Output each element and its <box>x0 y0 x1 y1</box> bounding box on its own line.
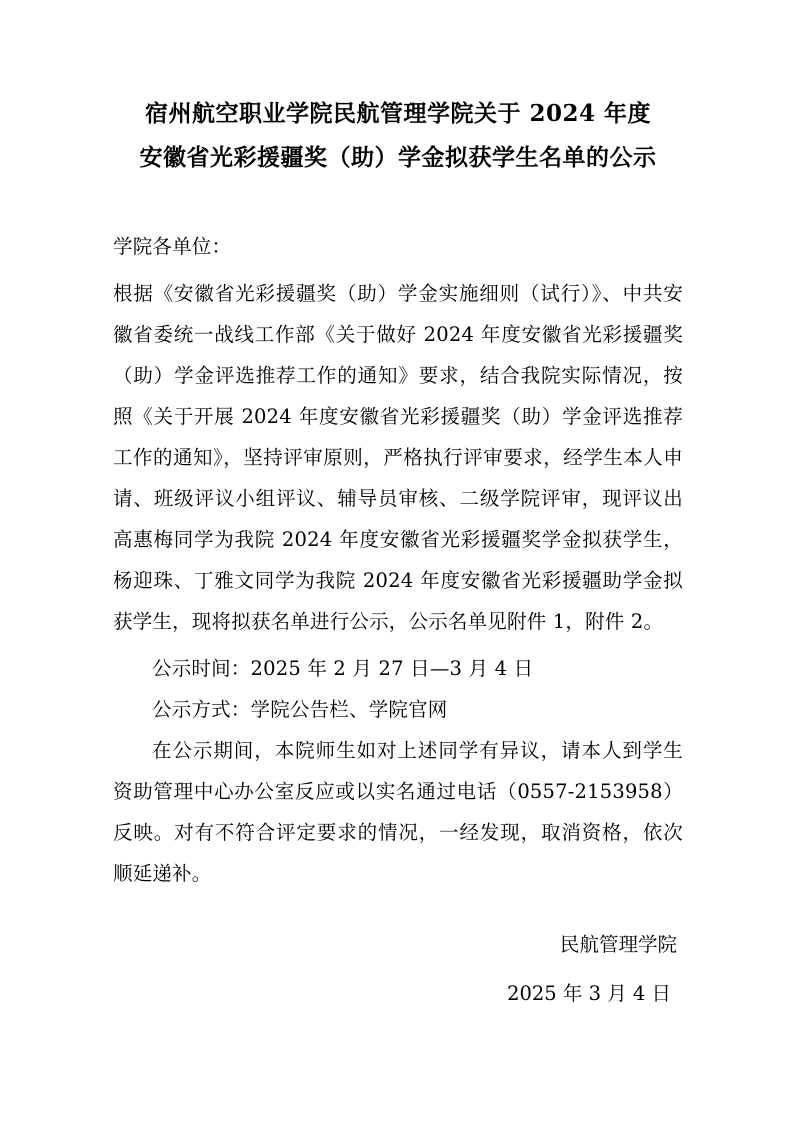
signature-date: 2025 年 3 月 4 日 <box>507 982 671 1005</box>
publicity-method: 公示方式：学院公告栏、学院官网 <box>152 698 448 721</box>
salutation: 学院各单位： <box>113 235 232 258</box>
signature-org: 民航管理学院 <box>559 933 677 956</box>
title-line-1: 宿州航空职业学院民航管理学院关于 2024 年度 <box>144 100 652 127</box>
page-title <box>113 92 683 180</box>
objection-paragraph: 在公示期间，本院师生如对上述同学有异议，请本人到学生资助管理中心办公室反应或以实名通过电话（0557-2153958）反映。对有不符合评定要求的情况，一经发现，取消资格，依次顺延递补。 <box>113 739 683 885</box>
main-paragraph: 根据《安徽省光彩援疆奖（助）学金实施细则（试行）》、中共安徽省委统一战线工作部《关于做好 2024 年度安徽省光彩援疆奖（助）学金评选推荐工作的通知》要求，结合我院实际情况，按照《关于开展 2024 年度安徽省光彩援疆奖（助）学金评选推荐工作的通知》，坚持评审原则，严格执行评审要求，经学生本人申请、班级评议小组评议、辅导员审核、二级学院评审，现评议出高惠梅同学为我院 2024 年度安徽省光彩援疆奖学金拟获学生，杨迎珠、丁雅文同学为我院 2024 年度安徽省光彩援疆助学金拟获学生，现将拟获名单进行公示，公示名单见附件 1，附件 2。 <box>113 282 683 633</box>
document-body <box>113 226 683 1014</box>
title-line-2: 安徽省光彩援疆奖（助）学金拟获学生名单的公示 <box>139 144 657 171</box>
publicity-time: 公示时间：2025 年 2 月 27 日—3 月 4 日 <box>152 657 534 680</box>
signature-block <box>113 924 683 1014</box>
